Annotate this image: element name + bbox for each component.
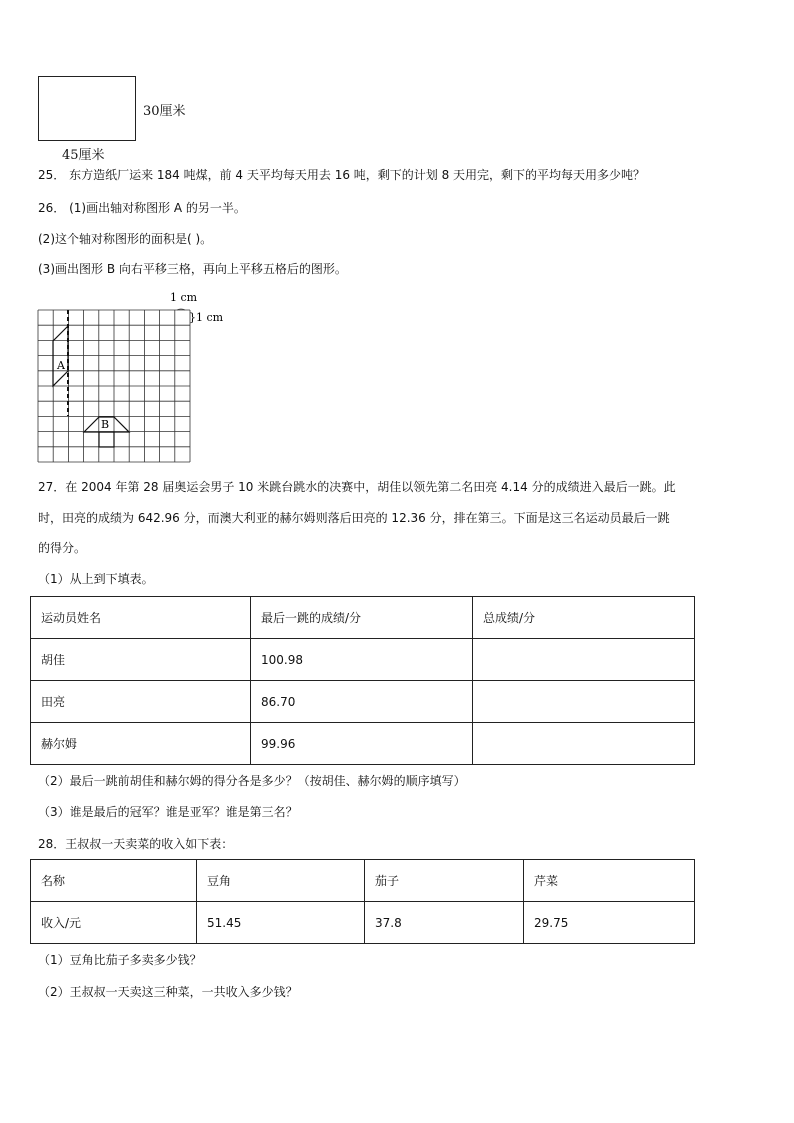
question-25: 25． 东方造纸厂运来 184 吨煤，前 4 天平均每天用去 16 吨，剩下的计划 8 天用完，剩下的平均每天用多少吨？ xyxy=(38,168,646,182)
table-cell: 51.45 xyxy=(197,902,365,944)
question-27-line-2: 时，田亮的成绩为 642.96 分，而澳大利亚的赫尔姆则落后田亮的 12.36 分，排在第三。下面是这三名运动员最后一跳 xyxy=(38,511,670,525)
table-header-cell: 茄子 xyxy=(365,860,524,902)
athlete-score-table xyxy=(30,596,695,765)
question-28-sub-2: （2）王叔叔一天卖这三种菜，一共收入多少钱？ xyxy=(38,985,298,999)
table-cell-last-jump: 100.98 xyxy=(251,639,473,681)
table-header-cell: 最后一跳的成绩/分 xyxy=(251,597,473,639)
table-cell-total-input[interactable] xyxy=(473,639,695,681)
table-cell: 29.75 xyxy=(524,902,695,944)
question-26-part-2: (2)这个轴对称图形的面积是( )。 xyxy=(38,232,213,246)
vegetable-income-table xyxy=(30,859,695,944)
rectangle-height-label: 30厘米 xyxy=(143,104,186,119)
shape-a-label: A xyxy=(57,359,65,372)
table-header-cell: 运动员姓名 xyxy=(31,597,251,639)
table-header-cell: 总成绩/分 xyxy=(473,597,695,639)
rectangle-width-label: 45厘米 xyxy=(62,148,105,163)
table-cell-total-input[interactable] xyxy=(473,681,695,723)
table-header-cell: 芹菜 xyxy=(524,860,695,902)
grid-unit-side-label: }1 cm xyxy=(189,311,224,324)
table-header-cell: 名称 xyxy=(31,860,197,902)
table-header-row xyxy=(31,597,695,639)
table-cell-name: 胡佳 xyxy=(31,639,251,681)
table-header-cell: 豆角 xyxy=(197,860,365,902)
grid-unit-top-label: 1 cm xyxy=(170,291,198,304)
question-26-part-1: 26． (1)画出轴对称图形 A 的另一半。 xyxy=(38,201,246,215)
question-28-sub-1: （1）豆角比茄子多卖多少钱？ xyxy=(38,953,202,967)
table-cell-name: 赫尔姆 xyxy=(31,723,251,765)
table-cell-name: 田亮 xyxy=(31,681,251,723)
question-27-sub-2: （2）最后一跳前胡佳和赫尔姆的得分各是多少？（按胡佳、赫尔姆的顺序填写） xyxy=(38,774,466,788)
question-26-part-3: (3)画出图形 B 向右平移三格，再向上平移五格后的图形。 xyxy=(38,262,347,276)
table-row xyxy=(31,723,695,765)
table-row xyxy=(31,681,695,723)
table-row xyxy=(31,902,695,944)
table-cell: 37.8 xyxy=(365,902,524,944)
grid-figure xyxy=(37,288,237,466)
question-28-intro: 28．王叔叔一天卖菜的收入如下表： xyxy=(38,837,234,851)
shape-b-label: B xyxy=(101,418,110,431)
question-27-sub-3: （3）谁是最后的冠军？谁是亚军？谁是第三名？ xyxy=(38,805,298,819)
table-cell-total-input[interactable] xyxy=(473,723,695,765)
question-27-line-3: 的得分。 xyxy=(38,541,87,555)
table-header-row xyxy=(31,860,695,902)
table-cell-last-jump: 86.70 xyxy=(251,681,473,723)
table-cell-last-jump: 99.96 xyxy=(251,723,473,765)
table-cell: 收入/元 xyxy=(31,902,197,944)
shape-b-base xyxy=(99,432,114,447)
rectangle-figure xyxy=(38,76,136,141)
table-row xyxy=(31,639,695,681)
question-27-line-1: 27．在 2004 年第 28 届奥运会男子 10 米跳台跳水的决赛中，胡佳以领先第二名田亮 4.14 分的成绩进入最后一跳。此 xyxy=(38,480,676,494)
question-27-sub-1: （1）从上到下填表。 xyxy=(38,572,154,586)
